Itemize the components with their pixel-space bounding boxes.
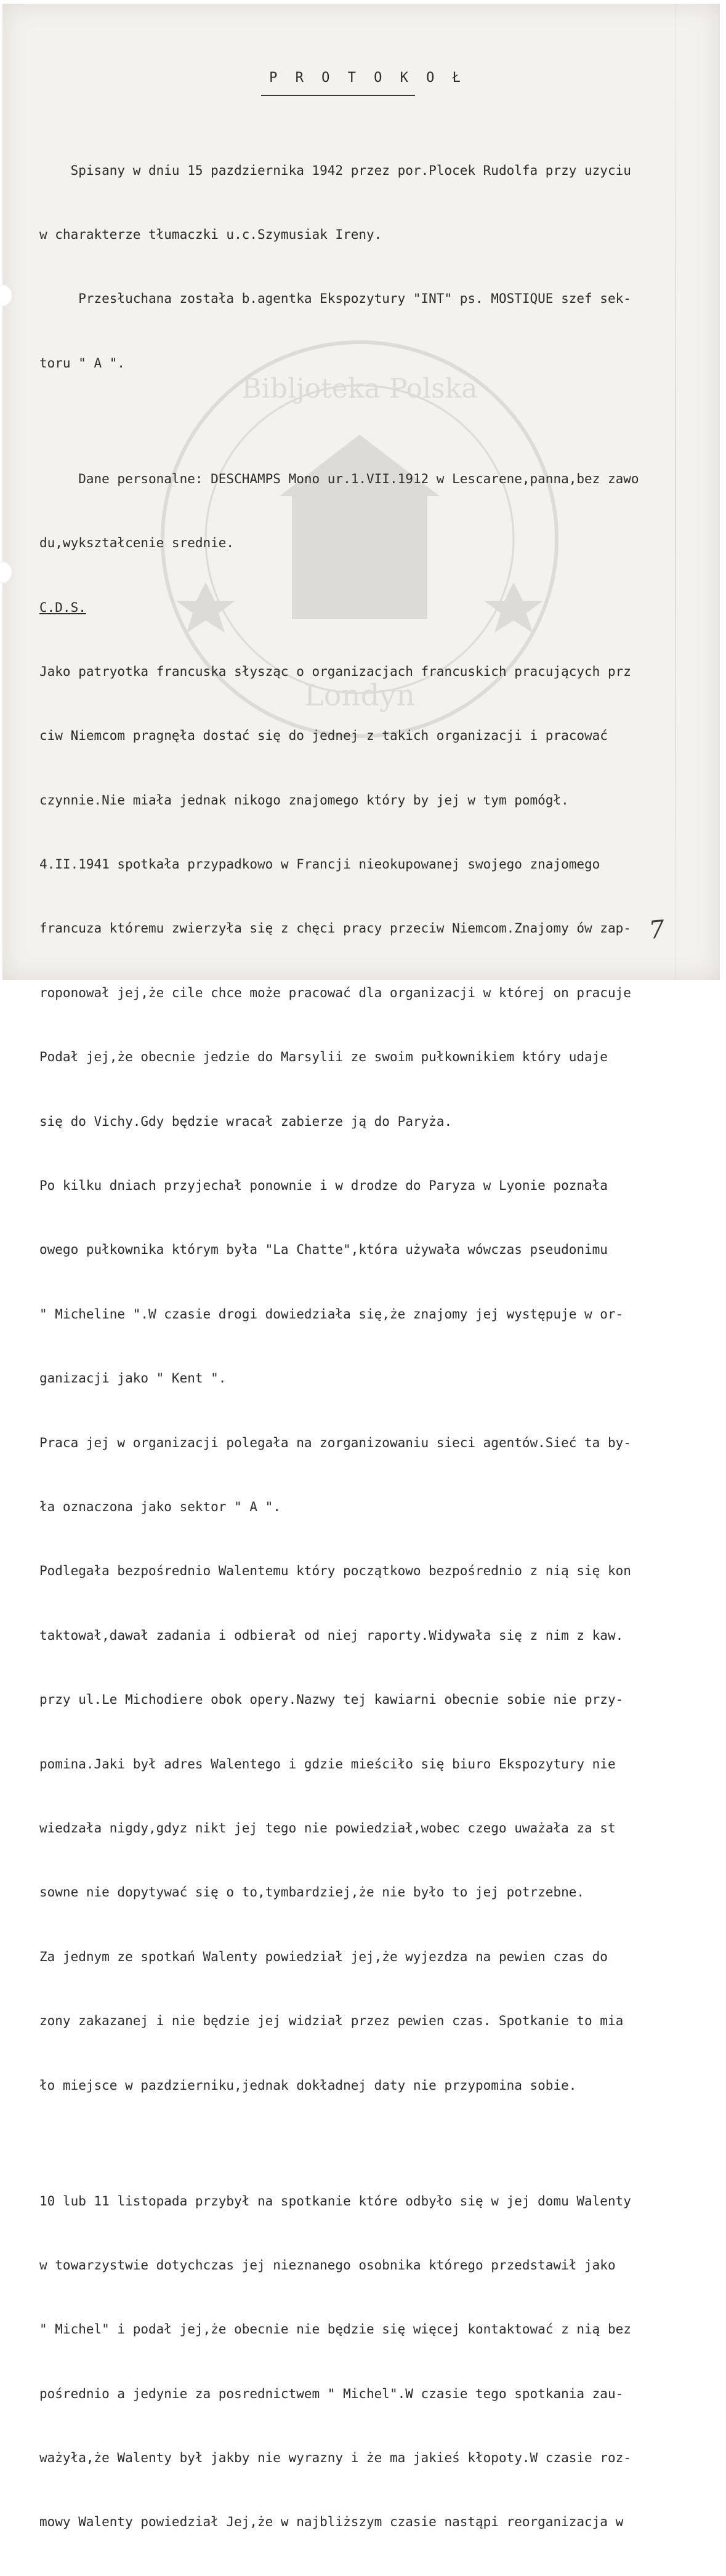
text-line: ganizacji jako " Kent ". bbox=[39, 1371, 227, 1386]
stamp-text-top: Bibljoteka Polska bbox=[241, 373, 478, 404]
stamp-text-bottom: Londyn bbox=[304, 678, 416, 713]
text-line: 4.II.1941 spotkała przypadkowo w Francji nieokupowanej swojego znajomego bbox=[39, 857, 600, 872]
text-line: ciw Niemcom pragnęła dostać się do jednej z takich organizacji i pracować bbox=[39, 728, 608, 744]
text-line: w towarzystwie dotychczas jej nieznanego osobnika którego przedstawił jako bbox=[39, 2257, 616, 2273]
text-line: Jako patryotka francuska słysząc o organizacjach francuskich pracujących prz bbox=[39, 664, 631, 679]
text-line: się do Vichy.Gdy będzie wracał zabierze ją do Paryża. bbox=[39, 1113, 453, 1129]
text-line: w charakterze tłumaczki u.c.Szymusiak Ireny. bbox=[39, 227, 382, 242]
text-line: pomina.Jaki był adres Walentego i gdzie mieściło się biuro Ekspozytury nie bbox=[39, 1756, 616, 1772]
text-line: Przesłuchana została b.agentka Ekspozytury "INT" ps. MOSTIQUE szef sek- bbox=[39, 291, 631, 307]
text-line: Dane personalne: DESCHAMPS Mono ur.1.VII.1912 w Lescarene,panna,bez zawo bbox=[39, 471, 639, 486]
text-line: " Michel" i podał jej,że obecnie nie będzie się więcej kontaktować z nią bez bbox=[39, 2322, 631, 2337]
text-line: ła oznaczona jako sektor " A ". bbox=[39, 1499, 281, 1514]
title-underline bbox=[261, 95, 415, 96]
text-line: Podał jej,że obecnie jedzie do Marsylii ze swoim pułkownikiem który udaje bbox=[39, 1049, 608, 1065]
text-line: Za jednym ze spotkań Walenty powiedział jej,że wyjezdza na pewien czas do bbox=[39, 1949, 608, 1964]
text-line: taktował,dawał zadania i odbierał od niej raporty.Widywała się z nim z kaw. bbox=[39, 1627, 624, 1643]
text-line: " Micheline ".W czasie drogi dowiedziała się,że znajomy jej występuje w or- bbox=[39, 1306, 624, 1322]
paragraph-gap bbox=[39, 417, 711, 425]
paragraph-gap bbox=[39, 2139, 711, 2148]
text-line: sowne nie dopytywać się o to,tymbardziej,że nie było to jej potrzebne. bbox=[39, 1885, 585, 1900]
text-line: mowy Walenty powiedział Jej,że w najbliższym czasie nastąpi reorganizacja w bbox=[39, 2514, 624, 2530]
text-line: zony zakazanej i nie będzie jej widział przez pewien czas. Spotkanie to mia bbox=[39, 2013, 624, 2029]
text-line: owego pułkownika którym była "La Chatte",która używała wówczas pseudonimu bbox=[39, 1242, 608, 1258]
punch-hole bbox=[0, 561, 14, 584]
document-title: P R O T O K O Ł bbox=[269, 70, 466, 86]
text-line: pośrednio a jedynie za posrednictwem " Michel".W czasie tego spotkania zau- bbox=[39, 2386, 624, 2401]
text-line: Po kilku dniach przyjechał ponownie i w drodze do Paryza w Lyonie poznała bbox=[39, 1178, 608, 1194]
text-line: wiedzała nigdy,gdyz nikt jej tego nie powiedział,wobec czego uważała za st bbox=[39, 1820, 616, 1836]
text-line: du,wykształcenie srednie. bbox=[39, 536, 235, 551]
text-line: Praca jej w organizacji polegała na zorganizowaniu sieci agentów.Sieć ta by- bbox=[39, 1435, 631, 1450]
text-line: Podlegała bezpośrednio Walentemu który początkowo bezpośrednio z nią się kon bbox=[39, 1563, 631, 1579]
text-line: ważyła,że Walenty był jakby nie wyrazny i że ma jakieś kłopoty.W czasie roz- bbox=[39, 2450, 631, 2466]
punch-hole bbox=[0, 284, 14, 307]
text-line: francuza któremu zwierzyła się z chęci pracy przeciw Niemcom.Znajomy ów zap- bbox=[39, 921, 631, 936]
section-label: C.D.S. bbox=[39, 600, 86, 615]
text-line: Spisany w dniu 15 pazdziernika 1942 przez por.Plocek Rudolfa przy uzyciu bbox=[39, 163, 631, 178]
document-page bbox=[2, 4, 720, 2530]
document-body bbox=[39, 117, 711, 2576]
text-line: ło miejsce w pazdzierniku,jednak dokładnej daty nie przypomina sobie. bbox=[39, 2077, 577, 2093]
handwritten-page-number: 7 bbox=[647, 915, 666, 945]
text-line: czynnie.Nie miała jednak nikogo znajomego który by jej w tym pomógł. bbox=[39, 792, 569, 808]
text-line: toru " A ". bbox=[39, 355, 126, 371]
text-line: przy ul.Le Michodiere obok opery.Nazwy tej kawiarni obecnie sobie nie przy- bbox=[39, 1692, 624, 1707]
text-line: roponował jej,że cile chce może pracować dla organizacji w której on pracuje bbox=[39, 985, 631, 1000]
text-line: 10 lub 11 listopada przybył na spotkanie które odbyło się w jej domu Walenty bbox=[39, 2193, 631, 2209]
